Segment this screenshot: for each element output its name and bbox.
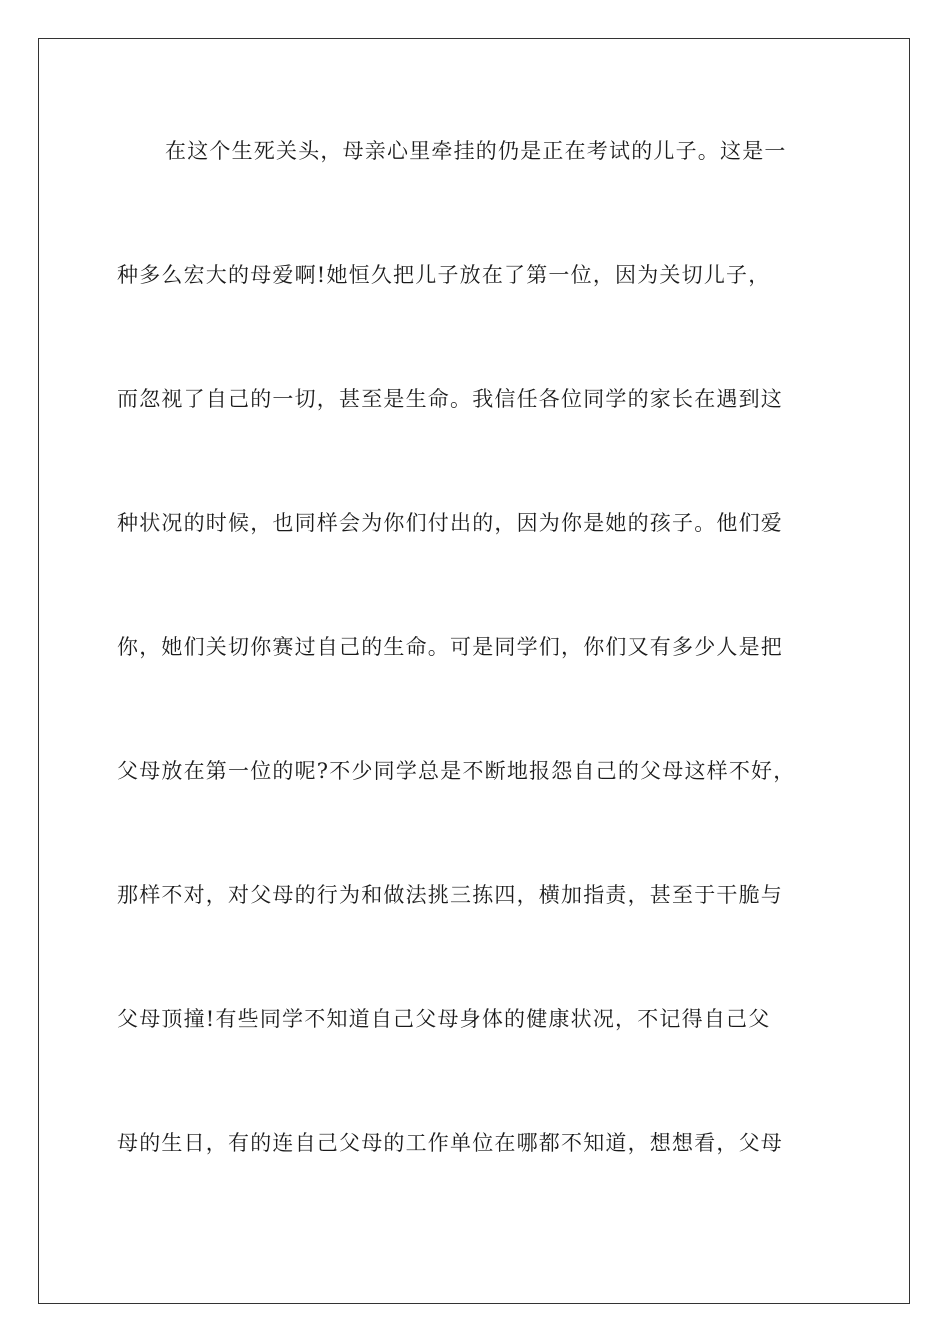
text-line-1: 在这个生死关头，母亲心里牵挂的仍是正在考试的儿子。这是一	[165, 139, 787, 163]
text-line-2: 种多么宏大的母爱啊!她恒久把儿子放在了第一位，因为关切儿子，	[117, 263, 771, 287]
text-line-6: 父母放在第一位的呢?不少同学总是不断地报怨自己的父母这样不好，	[117, 759, 796, 783]
text-line-9: 母的生日，有的连自己父母的工作单位在哪都不知道，想想看，父母	[117, 1131, 783, 1155]
text-line-4: 种状况的时候，也同样会为你们付出的，因为你是她的孩子。他们爱	[117, 511, 783, 535]
page-border	[38, 38, 910, 1304]
text-line-7: 那样不对，对父母的行为和做法挑三拣四，横加指责，甚至于干脆与	[117, 883, 783, 907]
text-line-3: 而忽视了自己的一切，甚至是生命。我信任各位同学的家长在遇到这	[117, 387, 783, 411]
text-line-8: 父母顶撞!有些同学不知道自己父母身体的健康状况，不记得自己父	[117, 1007, 771, 1031]
text-line-5: 你，她们关切你赛过自己的生命。可是同学们，你们又有多少人是把	[117, 635, 783, 659]
